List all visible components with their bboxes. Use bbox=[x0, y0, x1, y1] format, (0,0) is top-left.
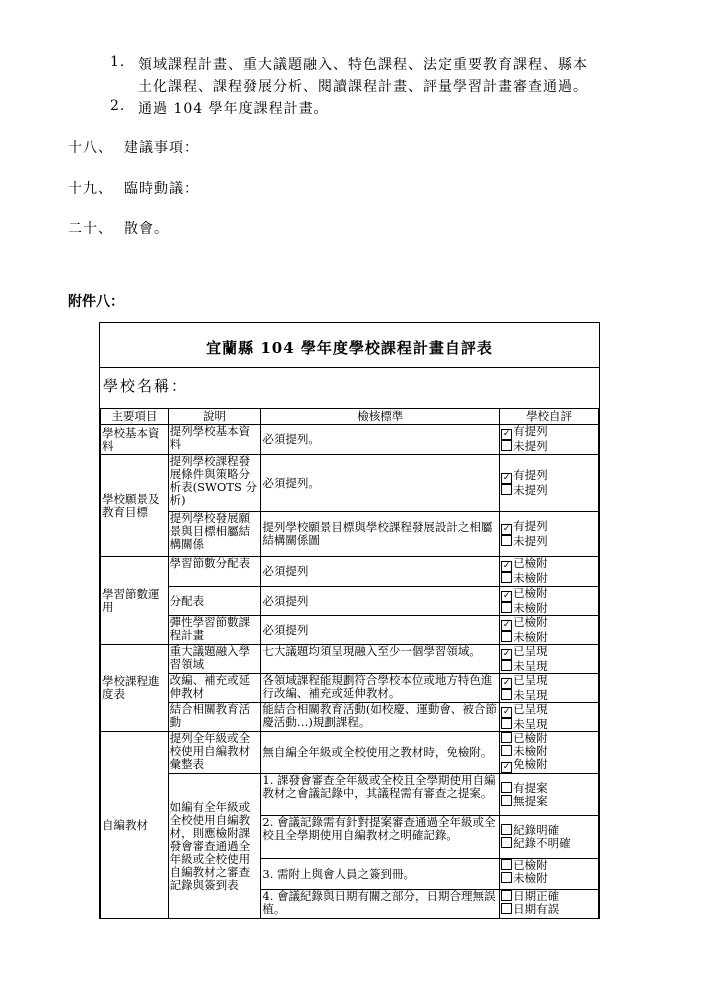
checked-checkbox-icon[interactable]: ✓ bbox=[502, 561, 511, 571]
row-options bbox=[500, 859, 599, 890]
table-row bbox=[101, 645, 599, 674]
form-title-divider bbox=[100, 367, 599, 368]
option-label: 未檢附 bbox=[513, 601, 548, 615]
checkbox-icon[interactable] bbox=[501, 824, 512, 835]
list-item-1-line2: 土化課程、課程發展分析、閱讀課程計畫、評量學習計畫審查通過。 bbox=[138, 79, 588, 95]
row-description: 學習節數分配表 bbox=[168, 557, 261, 587]
row-description: 如編有全年級或全校使用自編教材，則應檢附課發會審查通過全年級或全校使用自編教材之審查記錄與簽到表 bbox=[168, 774, 261, 919]
row-options bbox=[500, 816, 599, 859]
self-eval-option bbox=[501, 602, 597, 615]
evaluation-table bbox=[100, 408, 599, 919]
checked-checkbox-icon[interactable]: ✓ bbox=[502, 649, 511, 659]
option-label: 免檢附 bbox=[513, 757, 548, 771]
section-19-number: 十九、 bbox=[68, 181, 113, 197]
checked-checkbox-icon[interactable]: ✓ bbox=[502, 524, 511, 534]
header-main-item: 主要項目 bbox=[101, 409, 169, 425]
self-eval-option bbox=[501, 469, 597, 484]
option-label: 有提案 bbox=[513, 780, 548, 795]
row-options bbox=[500, 512, 599, 557]
checkbox-icon[interactable] bbox=[501, 745, 512, 756]
self-eval-option bbox=[501, 795, 597, 808]
row-standard: 必須提列。 bbox=[261, 425, 500, 455]
option-label: 日期有誤 bbox=[513, 902, 560, 916]
self-eval-option bbox=[501, 718, 597, 731]
list-item-1-line1: 領域課程計畫、重大議題融入、特色課程、法定重要教育課程、縣本 bbox=[138, 57, 588, 73]
self-eval-option bbox=[501, 440, 597, 453]
row-description: 彈性學習節數課程計畫 bbox=[168, 616, 261, 645]
row-options bbox=[500, 774, 599, 816]
self-eval-option bbox=[501, 703, 597, 718]
list-item-2-line1: 通過 104 學年度課程計畫。 bbox=[138, 101, 329, 117]
table-row bbox=[101, 774, 599, 816]
checkbox-icon[interactable] bbox=[501, 602, 512, 613]
row-standard: 2. 會議記錄需有針對提案審查通過全年級或全校且全學期使用自編教材之明確記錄。 bbox=[261, 816, 500, 859]
option-label: 已呈現 bbox=[513, 673, 548, 687]
category-vision: 學校願景及教育目標 bbox=[101, 455, 169, 557]
option-label: 未提列 bbox=[513, 439, 548, 453]
self-eval-option bbox=[501, 557, 597, 572]
checked-checkbox-icon[interactable]: ✓ bbox=[502, 762, 511, 772]
table-row bbox=[101, 455, 599, 512]
checkbox-icon[interactable] bbox=[501, 572, 512, 583]
section-18-number: 十八、 bbox=[68, 140, 113, 156]
option-label: 紀錄明確 bbox=[513, 823, 560, 837]
row-options bbox=[500, 425, 599, 455]
checked-checkbox-icon[interactable]: ✓ bbox=[502, 707, 511, 717]
list-item-1-number: 1. bbox=[110, 54, 126, 70]
checked-checkbox-icon[interactable]: ✓ bbox=[502, 678, 511, 688]
header-description: 說明 bbox=[168, 409, 261, 425]
option-label: 已檢附 bbox=[513, 615, 548, 629]
header-standard: 檢核標準 bbox=[261, 409, 500, 425]
row-standard: 各領域課程能規劃符合學校本位或地方特色進行改編、補充或延伸教材。 bbox=[261, 674, 500, 703]
self-eval-option bbox=[501, 520, 597, 535]
checked-checkbox-icon[interactable]: ✓ bbox=[502, 620, 511, 630]
row-options bbox=[500, 703, 599, 732]
option-label: 紀錄不明確 bbox=[513, 836, 571, 850]
checkbox-icon[interactable] bbox=[501, 732, 512, 743]
self-eval-option bbox=[501, 674, 597, 689]
self-eval-option bbox=[501, 689, 597, 702]
table-row bbox=[101, 425, 599, 455]
option-label: 未提列 bbox=[513, 534, 548, 548]
attachment-label: 附件八： bbox=[68, 294, 124, 310]
row-standard: 3. 需附上與會人員之簽到冊。 bbox=[261, 859, 500, 890]
self-eval-option bbox=[501, 484, 597, 497]
row-options bbox=[500, 455, 599, 512]
row-options bbox=[500, 557, 599, 587]
checkbox-icon[interactable] bbox=[501, 689, 512, 700]
option-label: 已檢附 bbox=[513, 556, 548, 570]
self-eval-option bbox=[501, 837, 597, 850]
self-eval-option bbox=[501, 758, 597, 773]
row-description: 提列學校基本資料 bbox=[168, 425, 261, 455]
evaluation-form bbox=[99, 322, 600, 919]
row-options bbox=[500, 645, 599, 674]
row-standard: 必須提列 bbox=[261, 587, 500, 616]
section-19-text: 臨時動議： bbox=[124, 181, 199, 197]
self-eval-option bbox=[501, 872, 597, 885]
category-hours: 學習節數運用 bbox=[101, 557, 169, 645]
row-description: 改編、補充或延伸教材 bbox=[168, 674, 261, 703]
option-label: 未檢附 bbox=[513, 744, 548, 758]
checked-checkbox-icon[interactable]: ✓ bbox=[502, 473, 511, 483]
option-label: 有提列 bbox=[513, 424, 548, 438]
option-label: 有提列 bbox=[513, 519, 548, 533]
table-row bbox=[101, 732, 599, 774]
table-row bbox=[101, 587, 599, 616]
row-standard: 1. 課發會審查全年級或全校且全學期使用自編教材之會議記錄中，其議程需有審查之提案。 bbox=[261, 774, 500, 816]
category-self-materials: 自編教材 bbox=[101, 732, 169, 919]
table-row bbox=[101, 557, 599, 587]
self-eval-option bbox=[501, 631, 597, 644]
option-label: 已呈現 bbox=[513, 644, 548, 658]
self-eval-option bbox=[501, 587, 597, 602]
row-standard: 能結合相關教育活動(如校慶、運動會、被合節慶活動…)規劃課程。 bbox=[261, 703, 500, 732]
option-label: 未呈現 bbox=[513, 717, 548, 731]
row-standard: 七大議題均須呈現融入至少一個學習領域。 bbox=[261, 645, 500, 674]
option-label: 未檢附 bbox=[513, 571, 548, 585]
checked-checkbox-icon[interactable]: ✓ bbox=[502, 429, 511, 439]
row-description: 提列全年級或全校使用自編教材彙整表 bbox=[168, 732, 261, 774]
row-standard: 提列學校願景目標與學校課程發展設計之相屬結構關係圖 bbox=[261, 512, 500, 557]
row-options bbox=[500, 616, 599, 645]
checkbox-icon[interactable] bbox=[501, 535, 512, 546]
row-options bbox=[500, 674, 599, 703]
row-options bbox=[500, 587, 599, 616]
row-options bbox=[500, 732, 599, 774]
row-standard: 無自編全年級或全校使用之教材時，免檢附。 bbox=[261, 732, 500, 774]
table-row bbox=[101, 616, 599, 645]
checkbox-icon[interactable] bbox=[501, 837, 512, 848]
table-header-row bbox=[101, 409, 599, 425]
section-18-text: 建議事項： bbox=[124, 140, 199, 156]
category-progress: 學校課程進度表 bbox=[101, 645, 169, 732]
option-label: 已呈現 bbox=[513, 702, 548, 716]
row-options bbox=[500, 890, 599, 919]
checkbox-icon[interactable] bbox=[501, 440, 512, 451]
row-description: 重大議題融入學習領域 bbox=[168, 645, 261, 674]
option-label: 已檢附 bbox=[513, 586, 548, 600]
row-standard: 4. 會議紀錄與日期有關之部分，日期合理無誤植。 bbox=[261, 890, 500, 919]
row-description: 結合相關教育活動 bbox=[168, 703, 261, 732]
option-label: 未呈現 bbox=[513, 659, 548, 673]
header-self-eval: 學校自評 bbox=[500, 409, 599, 425]
self-eval-option bbox=[501, 425, 597, 440]
list-item-2-number: 2. bbox=[110, 98, 126, 114]
self-eval-option bbox=[501, 903, 597, 916]
table-row bbox=[101, 674, 599, 703]
school-name-label: 學校名稱： bbox=[103, 377, 189, 395]
checkbox-icon[interactable] bbox=[501, 660, 512, 671]
option-label: 日期正確 bbox=[513, 889, 560, 903]
row-description: 提列學校課程發展條件與策略分析表(SWOTS 分析) bbox=[168, 455, 261, 512]
checkbox-icon[interactable] bbox=[501, 631, 512, 642]
checkbox-icon[interactable] bbox=[501, 890, 512, 901]
checkbox-icon[interactable] bbox=[501, 484, 512, 495]
row-standard: 必須提列 bbox=[261, 557, 500, 587]
option-label: 未檢附 bbox=[513, 630, 548, 644]
section-20-number: 二十、 bbox=[68, 221, 113, 237]
self-eval-option bbox=[501, 645, 597, 660]
option-label: 未提列 bbox=[513, 483, 548, 497]
checkbox-icon[interactable] bbox=[501, 782, 512, 793]
checkbox-icon[interactable] bbox=[501, 718, 512, 729]
category-basic: 學校基本資料 bbox=[101, 425, 169, 455]
option-label: 有提列 bbox=[513, 468, 548, 482]
table-row bbox=[101, 512, 599, 557]
row-description: 分配表 bbox=[168, 587, 261, 616]
option-label: 未呈現 bbox=[513, 688, 548, 702]
checkbox-icon[interactable] bbox=[501, 795, 512, 806]
section-20-text: 散會。 bbox=[124, 221, 169, 237]
option-label: 未檢附 bbox=[513, 871, 548, 885]
option-label: 無提案 bbox=[513, 793, 548, 808]
option-label: 已檢附 bbox=[513, 858, 548, 872]
table-row bbox=[101, 703, 599, 732]
self-eval-option bbox=[501, 660, 597, 673]
checkbox-icon[interactable] bbox=[501, 872, 512, 883]
checkbox-icon[interactable] bbox=[501, 859, 512, 870]
checkbox-icon[interactable] bbox=[501, 903, 512, 914]
self-eval-option bbox=[501, 616, 597, 631]
checked-checkbox-icon[interactable]: ✓ bbox=[502, 591, 511, 601]
row-description: 提列學校發展願景與目標相屬結構關係 bbox=[168, 512, 261, 557]
row-standard: 必須提列 bbox=[261, 616, 500, 645]
option-label: 已檢附 bbox=[513, 731, 548, 745]
row-standard: 必須提列。 bbox=[261, 455, 500, 512]
form-title: 宜蘭縣 104 學年度學校課程計畫自評表 bbox=[206, 339, 493, 357]
self-eval-option bbox=[501, 535, 597, 548]
self-eval-option bbox=[501, 572, 597, 585]
